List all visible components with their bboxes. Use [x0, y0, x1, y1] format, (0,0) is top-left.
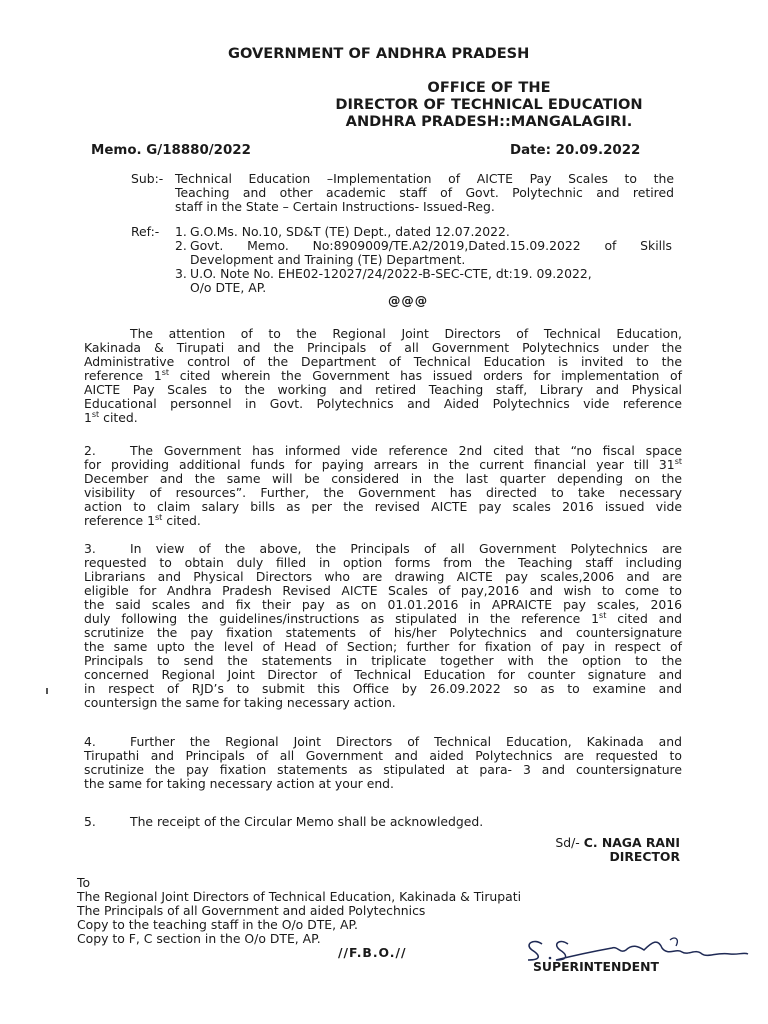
- paragraph-line: 1st cited.: [84, 409, 138, 425]
- signatory-designation: DIRECTOR: [609, 849, 680, 864]
- paragraph-4: [84, 735, 682, 791]
- subject-line: staff in the State – Certain Instructions- Issued-Reg.: [175, 199, 495, 214]
- office-line-3: ANDHRA PRADESH::MANGALAGIRI.: [345, 113, 633, 130]
- paragraph-line: Librarians and Physical Directors who are drawing AICTE pay scales,2006 and are: [84, 569, 682, 584]
- paragraph-line: Educational personnel in Govt. Polytechnics and Aided Polytechnics vide reference: [84, 396, 682, 411]
- signatory-line: Sd/- C. NAGA RANI: [555, 835, 680, 850]
- paragraph-line: in respect of RJD’s to submit this Office by 26.09.2022 so as to examine and: [84, 681, 682, 696]
- paragraph-line: Principals to send the statements in triplicate together with the option to the: [84, 653, 682, 668]
- reference-text: Govt. Memo. No:8909009/TE.A2/2019,Dated.15.09.2022 of Skills: [190, 238, 672, 253]
- office-heading: [318, 79, 660, 130]
- reference-text: O/o DTE, AP.: [190, 280, 267, 295]
- reference-number: 3.: [175, 266, 187, 281]
- paragraph-line: the same upto the level of Head of Section; further for fixation of pay in respect of: [84, 639, 682, 654]
- reference-item: [175, 225, 672, 239]
- office-line-1: OFFICE OF THE: [427, 79, 551, 96]
- paragraph-line: the same for taking necessary action at your end.: [84, 776, 394, 791]
- paragraph-line: scrutinize the pay fixation statements of his/her Polytechnics and countersignature: [84, 625, 682, 640]
- reference-item: [175, 267, 672, 295]
- memo-date: Date: 20.09.2022: [510, 143, 641, 158]
- paragraph-line: The attention of to the Regional Joint Directors of Technical Education,: [130, 326, 682, 341]
- paragraph-line: duly following the guidelines/instructions as stipulated in the reference 1st cited and: [84, 610, 682, 626]
- reference-text: G.O.Ms. No.10, SD&T (TE) Dept., dated 12.07.2022.: [190, 224, 510, 239]
- reference-item: [175, 239, 672, 267]
- reference-list: [175, 225, 672, 295]
- margin-mark: [46, 688, 48, 694]
- paragraph-5: [84, 815, 684, 829]
- paragraph-line: eligible for Andhra Pradesh Revised AICTE Scales of pay,2016 and wish to come to: [84, 583, 682, 598]
- paragraph-line: requested to obtain duly filled in option forms from the Teaching staff including: [84, 555, 682, 570]
- recipient-line: Copy to the teaching staff in the O/o DTE, AP.: [77, 917, 358, 932]
- paragraph-line: concerned Regional Joint Director of Technical Education for counter signature and: [84, 667, 682, 682]
- reference-number: 2.: [175, 238, 187, 253]
- paragraph-line: AICTE Pay Scales to the working and retired Teaching staff, Library and Physical: [84, 382, 682, 397]
- fbo-mark: //F.B.O.//: [338, 945, 407, 960]
- paragraph-1: [84, 327, 682, 425]
- reference-label: Ref:-: [131, 224, 160, 239]
- paragraph-line: action to claim salary bills as per the revised AICTE pay scales 2016 issued vide: [84, 499, 682, 514]
- to-label: To: [77, 875, 91, 890]
- office-line-2: DIRECTOR OF TECHNICAL EDUCATION: [335, 96, 643, 113]
- subject-label: Sub:-: [131, 171, 164, 186]
- reference-text: Development and Training (TE) Department.: [190, 252, 466, 267]
- paragraph-line: Tirupathi and Principals of all Government and aided Polytechnics are requested to: [84, 748, 682, 763]
- paragraph-line: The receipt of the Circular Memo shall be acknowledged.: [130, 814, 484, 829]
- paragraph-line: visibility of resources”. Further, the Government has directed to take necessary: [84, 485, 682, 500]
- memo-number: Memo. G/18880/2022: [91, 143, 251, 158]
- paragraph-2: [84, 444, 682, 528]
- separator-mark: @@@: [388, 293, 429, 308]
- subject-text: [175, 172, 674, 214]
- paragraph-line: Kakinada & Tirupati and the Principals of all Government Polytechnics under the: [84, 340, 682, 355]
- paragraph-line: 2. The Government has informed vide reference 2nd cited that “no fiscal space: [84, 443, 682, 458]
- paragraph-line: for providing additional funds for paying arrears in the current financial year till 31st: [84, 456, 682, 472]
- recipient-line: The Principals of all Government and aided Polytechnics: [77, 903, 426, 918]
- paragraph-line: countersign the same for taking necessary action.: [84, 695, 396, 710]
- paragraph-line: Administrative control of the Department of Technical Education is invited to the: [84, 354, 682, 369]
- subject-line: Technical Education –Implementation of AICTE Pay Scales to the: [175, 171, 674, 186]
- paragraph-number: 5.: [84, 814, 96, 829]
- paragraph-line: December and the same will be considered in the last quarter depending on the: [84, 471, 682, 486]
- paragraph-line: 4. Further the Regional Joint Directors of Technical Education, Kakinada and: [84, 734, 682, 749]
- reference-number: 1.: [175, 224, 187, 239]
- paragraph-line: reference 1st cited wherein the Government has issued orders for implementation of: [84, 367, 682, 383]
- paragraph-line: reference 1st cited.: [84, 512, 201, 528]
- reference-text: U.O. Note No. EHE02-12027/24/2022-B-SEC-CTE, dt:19. 09.2022,: [190, 266, 592, 281]
- paragraph-line: scrutinize the pay fixation statements as stipulated at para- 3 and countersignature: [84, 762, 682, 777]
- paragraph-3: [84, 542, 682, 710]
- subject-line: Teaching and other academic staff of Govt. Polytechnic and retired: [175, 185, 674, 200]
- superintendent-title: SUPERINTENDENT: [533, 959, 659, 974]
- signature-block: [520, 836, 680, 864]
- paragraph-line: 3. In view of the above, the Principals of all Government Polytechnics are: [84, 541, 682, 556]
- paragraph-line: the said scales and fix their pay as on 01.01.2016 in APRAICTE pay scales, 2016: [84, 597, 682, 612]
- recipient-line: Copy to F, C section in the O/o DTE, AP.: [77, 931, 321, 946]
- recipient-line: The Regional Joint Directors of Technical Education, Kakinada & Tirupati: [77, 889, 522, 904]
- government-heading: GOVERNMENT OF ANDHRA PRADESH: [228, 45, 530, 62]
